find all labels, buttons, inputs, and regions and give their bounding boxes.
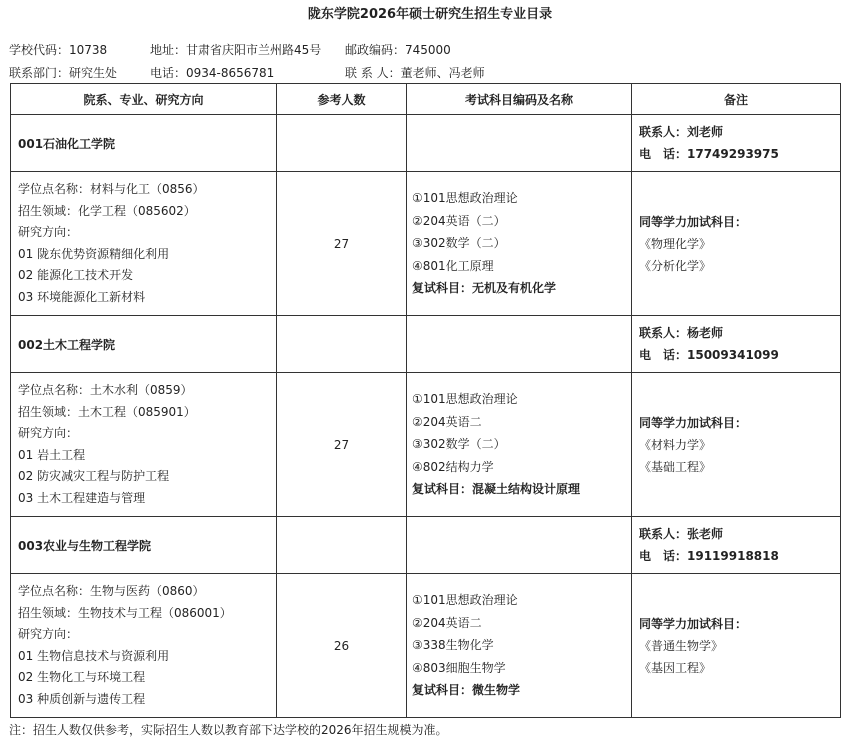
research-direction: 01 生物信息技术与资源利用 (18, 648, 170, 663)
page-title: 陇东学院2026年硕士研究生招生专业目录 (307, 7, 553, 22)
extra-exam-notes (632, 172, 841, 316)
research-direction: 03 种质创新与遗传工程 (18, 691, 146, 706)
exam-subject: ④801化工原理 (412, 258, 494, 273)
enrollment-count: 27 (277, 373, 407, 517)
retest-subject: 复试科目：混凝土结构设计原理 (412, 482, 581, 497)
header-programs: 院系、专业、研究方向 (11, 84, 277, 115)
extra-exam-heading: 同等学力加试科目： (639, 616, 748, 631)
college-contact (632, 517, 841, 574)
direction-label: 研究方向： (18, 426, 79, 440)
exam-subject: ①101思想政治理论 (412, 392, 518, 407)
extra-exam-notes (632, 373, 841, 517)
enrollment-count: 27 (277, 172, 407, 316)
exam-subjects (407, 172, 632, 316)
empty-cell (407, 517, 632, 574)
table-header-row (11, 84, 841, 115)
program-info (11, 172, 277, 316)
exam-subject: ②204英语（二） (412, 213, 506, 228)
extra-exam-notes (632, 574, 841, 718)
college-name: 001石油化工学院 (11, 115, 277, 172)
degree-name: 学位点名称：生物与医药（0860） (18, 584, 205, 598)
school-postcode: 邮政编码：745000 (345, 43, 451, 57)
contact-person: 联系人：张老师 (639, 527, 724, 541)
exam-subject: ③302数学（二） (412, 437, 506, 452)
direction-label: 研究方向： (18, 225, 79, 239)
header-count: 参考人数 (277, 84, 407, 115)
exam-subject: ②204英语二 (412, 414, 482, 429)
extra-exam-heading: 同等学力加试科目： (639, 214, 748, 229)
school-code: 学校代码：10738 (9, 43, 108, 57)
college-name: 003农业与生物工程学院 (11, 517, 277, 574)
degree-name: 学位点名称：材料与化工（0856） (18, 182, 205, 196)
extra-exam-subject: 《普通生物学》 (639, 638, 724, 653)
contact-person: 联系人：杨老师 (639, 326, 724, 340)
program-catalog-table (10, 83, 841, 718)
degree-name: 学位点名称：土木水利（0859） (18, 383, 193, 397)
enrollment-count: 26 (277, 574, 407, 718)
contact-department: 联系部门：研究生处 (9, 66, 118, 80)
header-notes: 备注 (632, 84, 841, 115)
direction-label: 研究方向： (18, 627, 79, 641)
college-contact (632, 115, 841, 172)
empty-cell (407, 316, 632, 373)
empty-cell (277, 115, 407, 172)
contact-phone: 电 话：19119918818 (639, 549, 779, 563)
extra-exam-subject: 《基础工程》 (639, 459, 712, 474)
empty-cell (277, 517, 407, 574)
research-direction: 01 陇东优势资源精细化利用 (18, 246, 170, 261)
empty-cell (277, 316, 407, 373)
header-exams: 考试科目编码及名称 (407, 84, 632, 115)
extra-exam-subject: 《材料力学》 (639, 437, 712, 452)
extra-exam-subject: 《分析化学》 (639, 258, 712, 273)
enrollment-field: 招生领域：土木工程（085901） (18, 404, 196, 419)
contact-person: 联系人：刘老师 (639, 125, 724, 139)
college-row (11, 115, 841, 172)
extra-exam-subject: 《基因工程》 (639, 660, 712, 675)
program-info (11, 574, 277, 718)
school-contacts: 联 系 人：董老师、冯老师 (345, 66, 485, 80)
retest-subject: 复试科目：无机及有机化学 (412, 281, 557, 296)
exam-subjects (407, 373, 632, 517)
exam-subject: ①101思想政治理论 (412, 593, 518, 608)
exam-subject: ④802结构力学 (412, 459, 494, 474)
program-detail-row (11, 172, 841, 316)
college-row (11, 517, 841, 574)
enrollment-field: 招生领域：生物技术与工程（086001） (18, 605, 232, 620)
extra-exam-heading: 同等学力加试科目： (639, 415, 748, 430)
enrollment-field: 招生领域：化学工程（085602） (18, 203, 196, 218)
college-contact (632, 316, 841, 373)
exam-subject: ①101思想政治理论 (412, 191, 518, 206)
research-direction: 01 岩土工程 (18, 447, 86, 462)
empty-cell (407, 115, 632, 172)
exam-subjects (407, 574, 632, 718)
extra-exam-subject: 《物理化学》 (639, 236, 712, 251)
research-direction: 03 环境能源化工新材料 (18, 289, 146, 304)
research-direction: 02 防灾减灾工程与防护工程 (18, 469, 170, 483)
research-direction: 03 土木工程建造与管理 (18, 490, 146, 505)
exam-subject: ④803细胞生物学 (412, 660, 506, 675)
research-direction: 02 能源化工技术开发 (18, 268, 134, 282)
college-row (11, 316, 841, 373)
school-address: 地址：甘肃省庆阳市兰州路45号 (150, 43, 322, 57)
retest-subject: 复试科目：微生物学 (412, 683, 521, 698)
research-direction: 02 生物化工与环境工程 (18, 670, 146, 684)
school-phone: 电话：0934-8656781 (150, 66, 275, 80)
contact-phone: 电 话：15009341099 (639, 348, 779, 362)
program-info (11, 373, 277, 517)
contact-phone: 电 话：17749293975 (639, 147, 779, 161)
exam-subject: ③302数学（二） (412, 236, 506, 251)
exam-subject: ③338生物化学 (412, 638, 494, 653)
college-name: 002土木工程学院 (11, 316, 277, 373)
exam-subject: ②204英语二 (412, 615, 482, 630)
program-detail-row (11, 574, 841, 718)
program-detail-row (11, 373, 841, 517)
footnote: 注：招生人数仅供参考，实际招生人数以教育部下达学校的2026年招生规模为准。 (9, 723, 448, 737)
